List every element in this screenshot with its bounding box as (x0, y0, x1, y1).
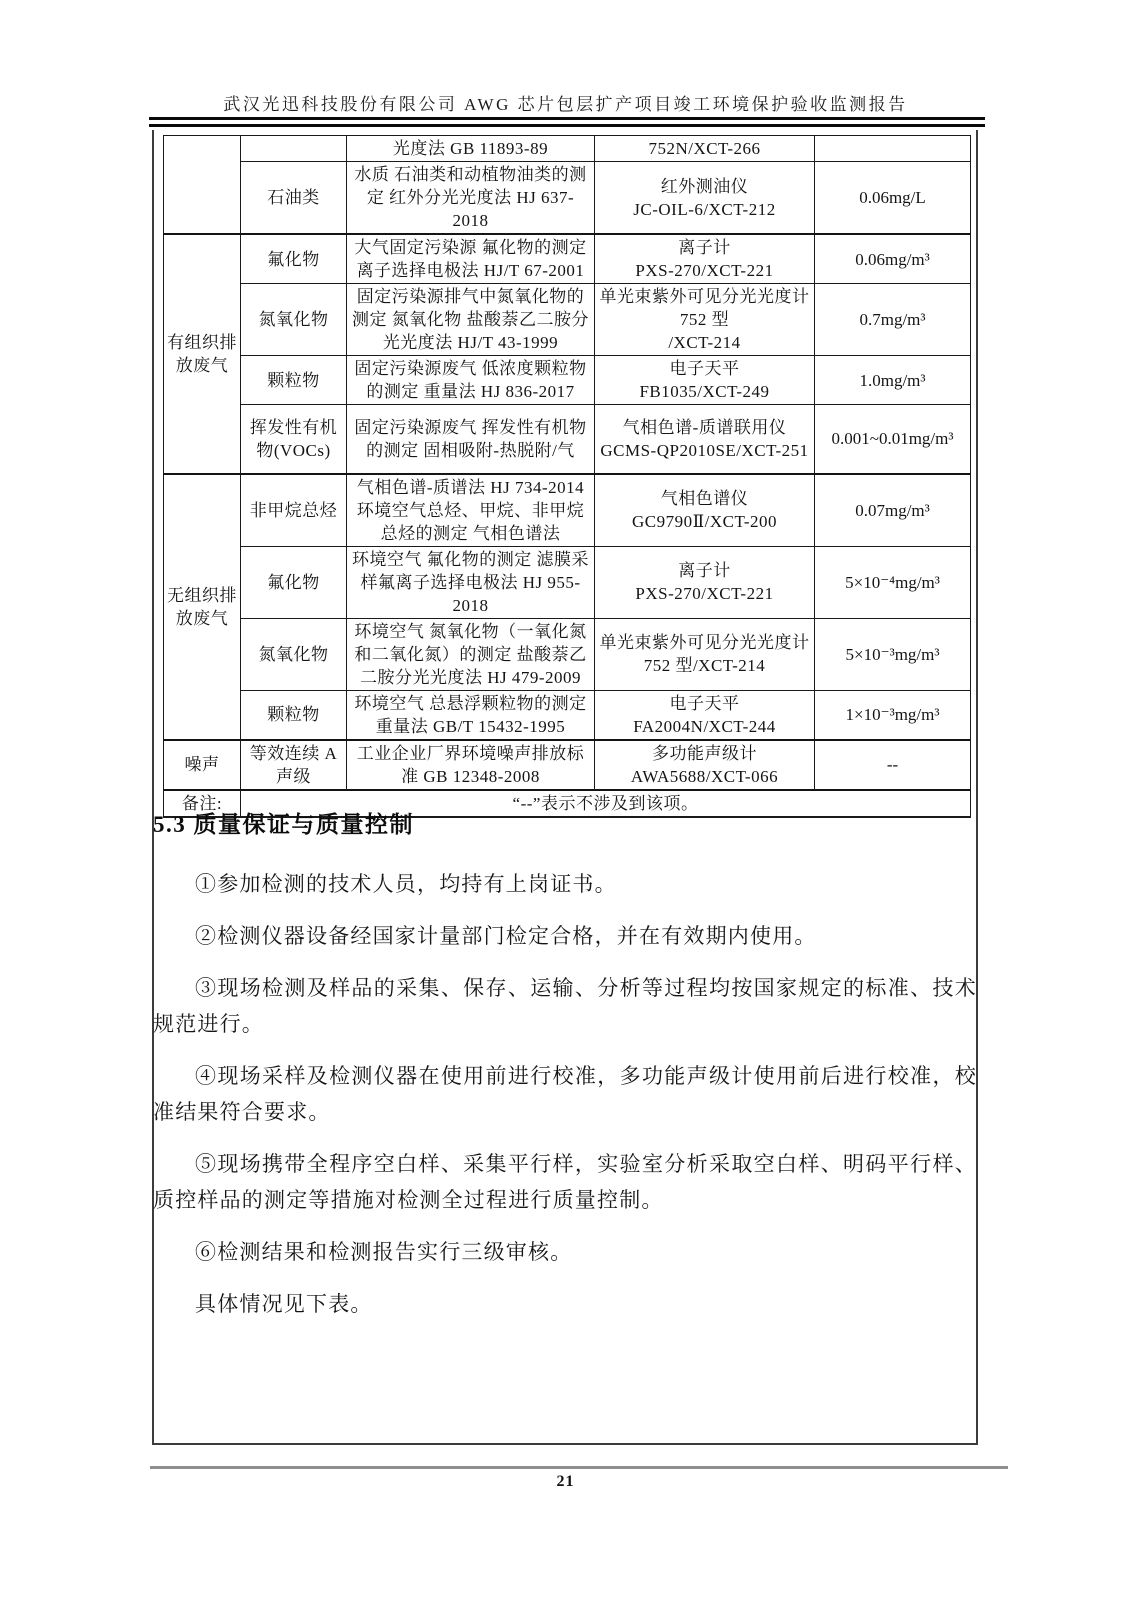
instrument-cell (595, 618, 815, 690)
instrument-line: 752N/XCT-266 (648, 139, 761, 158)
paragraph-6: ⑥检测结果和检测报告实行三级审核。 (195, 1240, 573, 1264)
paragraph-2: ②检测仪器设备经国家计量部门检定合格，并在有效期内使用。 (195, 924, 817, 948)
method-cell: 环境空气 氮氧化物（一氧化氮和二氧化氮）的测定 盐酸萘乙二胺分光光度法 HJ 479-2009 (347, 618, 595, 690)
table-row (164, 405, 971, 474)
instrument-line: GC9790Ⅱ/XCT-200 (632, 512, 777, 531)
method-cell: 环境空气 氟化物的测定 滤膜采样氟离子选择电极法 HJ 955-2018 (347, 546, 595, 618)
instrument-line: 离子计 (678, 561, 731, 580)
limit-cell: 0.001~0.01mg/m³ (815, 405, 971, 474)
instrument-cell (595, 690, 815, 740)
table-row (164, 356, 971, 405)
pollutant-cell: 等效连续 A 声级 (241, 740, 347, 790)
pollutant-cell: 氟化物 (241, 234, 347, 284)
section-heading: 5.3 质量保证与质量控制 (153, 812, 414, 837)
method-cell: 固定污染源废气 挥发性有机物的测定 固相吸附-热脱附/气 (347, 405, 595, 474)
table-row (164, 740, 971, 790)
limit-cell: 5×10⁻³mg/m³ (815, 618, 971, 690)
category-cell (164, 136, 241, 235)
pollutant-cell: 石油类 (241, 162, 347, 235)
instrument-line: 红外测油仪 (660, 176, 749, 196)
instrument-cell (595, 474, 815, 547)
table-row (164, 284, 971, 356)
instrument-line: 752 型 (679, 310, 730, 329)
monitoring-methods-table (163, 135, 971, 818)
instrument-cell (595, 405, 815, 474)
paragraph-5: ⑤现场携带全程序空白样、采集平行样，实验室分析采取空白样、明码平行样、质控样品的测定等措施对检测全过程进行质量控制。 (153, 1152, 977, 1212)
instrument-cell (595, 546, 815, 618)
method-cell: 固定污染源排气中氮氧化物的测定 氮氧化物 盐酸萘乙二胺分光光度法 HJ/T 43-1999 (347, 284, 595, 356)
method-cell: 光度法 GB 11893-89 (347, 136, 595, 162)
instrument-line: PXS-270/XCT-221 (635, 261, 774, 280)
limit-cell: 1.0mg/m³ (815, 356, 971, 405)
header-double-rule (149, 117, 985, 127)
instrument-line: 单光束紫外可见分光光度计 (599, 633, 810, 652)
paragraph-4: ④现场采样及检测仪器在使用前进行校准，多功能声级计使用前后进行校准，校准结果符合要求。 (153, 1064, 977, 1124)
category-cell: 有组织排放废气 (164, 234, 241, 474)
table-row (164, 136, 971, 162)
instrument-cell (595, 162, 815, 235)
method-cell: 固定污染源废气 低浓度颗粒物的测定 重量法 HJ 836-2017 (347, 356, 595, 405)
pollutant-cell: 颗粒物 (241, 690, 347, 740)
method-cell: 水质 石油类和动植物油类的测定 红外分光光度法 HJ 637-2018 (347, 162, 595, 235)
limit-cell: 0.7mg/m³ (815, 284, 971, 356)
limit-cell: 5×10⁻⁴mg/m³ (815, 546, 971, 618)
limit-cell: 0.06mg/m³ (815, 234, 971, 284)
pollutant-cell: 氟化物 (241, 546, 347, 618)
instrument-line: PXS-270/XCT-221 (635, 584, 774, 603)
instrument-line: AWA5688/XCT-066 (630, 766, 779, 786)
remark-text-cell: “--”表示不涉及到该项。 (241, 790, 971, 817)
instrument-cell (595, 136, 815, 162)
table-row (164, 234, 971, 284)
limit-cell: 0.06mg/L (815, 162, 971, 235)
limit-cell: -- (815, 740, 971, 790)
instrument-line: 电子天平 (669, 693, 740, 713)
method-cell: 环境空气 总悬浮颗粒物的测定 重量法 GB/T 15432-1995 (347, 690, 595, 740)
limit-cell: 0.07mg/m³ (815, 474, 971, 547)
method-cell: 工业企业厂界环境噪声排放标准 GB 12348-2008 (347, 740, 595, 790)
pollutant-cell: 挥发性有机物(VOCs) (241, 405, 347, 474)
instrument-line: /XCT-214 (668, 333, 741, 352)
instrument-line: 气相色谱仪 (660, 489, 749, 508)
page-header-title: 武汉光迅科技股份有限公司 AWG 芯片包层扩产项目竣工环境保护验收监测报告 (223, 95, 908, 114)
paragraph-1: ①参加检测的技术人员，均持有上岗证书。 (195, 872, 617, 896)
footer-rule (150, 1466, 1008, 1469)
table-row (164, 690, 971, 740)
table-row (164, 162, 971, 235)
pollutant-cell: 非甲烷总烃 (241, 474, 347, 547)
method-cell: 大气固定污染源 氟化物的测定 离子选择电极法 HJ/T 67-2001 (347, 234, 595, 284)
page-number: 21 (556, 1473, 575, 1490)
instrument-line: JC-OIL-6/XCT-212 (633, 199, 776, 219)
instrument-cell (595, 740, 815, 790)
category-cell: 无组织排放废气 (164, 474, 241, 740)
table-row (164, 474, 971, 547)
pollutant-cell: 氮氧化物 (241, 618, 347, 690)
limit-cell: 1×10⁻³mg/m³ (815, 690, 971, 740)
instrument-line: 多功能声级计 (652, 743, 757, 763)
section-5-3 (153, 810, 977, 1338)
instrument-line: 离子计 (678, 238, 731, 257)
instrument-line: FA2004N/XCT-244 (633, 716, 776, 736)
instrument-line: GCMS-QP2010SE/XCT-251 (600, 440, 809, 460)
table-row (164, 618, 971, 690)
table-row (164, 546, 971, 618)
instrument-cell (595, 284, 815, 356)
instrument-line: 752 型/XCT-214 (643, 656, 766, 675)
limit-cell (815, 136, 971, 162)
pollutant-cell: 颗粒物 (241, 356, 347, 405)
remark-label-cell: 备注: (164, 790, 241, 817)
pollutant-cell (241, 136, 347, 162)
category-cell: 噪声 (164, 740, 241, 790)
instrument-line: 电子天平 (669, 359, 740, 378)
instrument-cell (595, 356, 815, 405)
method-cell: 气相色谱-质谱法 HJ 734-2014 环境空气总烃、甲烷、非甲烷总烃的测定 气相色谱法 (347, 474, 595, 547)
instrument-line: 气相色谱-质谱联用仪 (622, 417, 787, 437)
paragraph-3: ③现场检测及样品的采集、保存、运输、分析等过程均按国家规定的标准、技术规范进行。 (153, 976, 977, 1036)
paragraph-7: 具体情况见下表。 (195, 1292, 373, 1316)
instrument-cell (595, 234, 815, 284)
instrument-line: 单光束紫外可见分光光度计 (599, 287, 810, 306)
pollutant-cell: 氮氧化物 (241, 284, 347, 356)
instrument-line: FB1035/XCT-249 (639, 382, 770, 401)
